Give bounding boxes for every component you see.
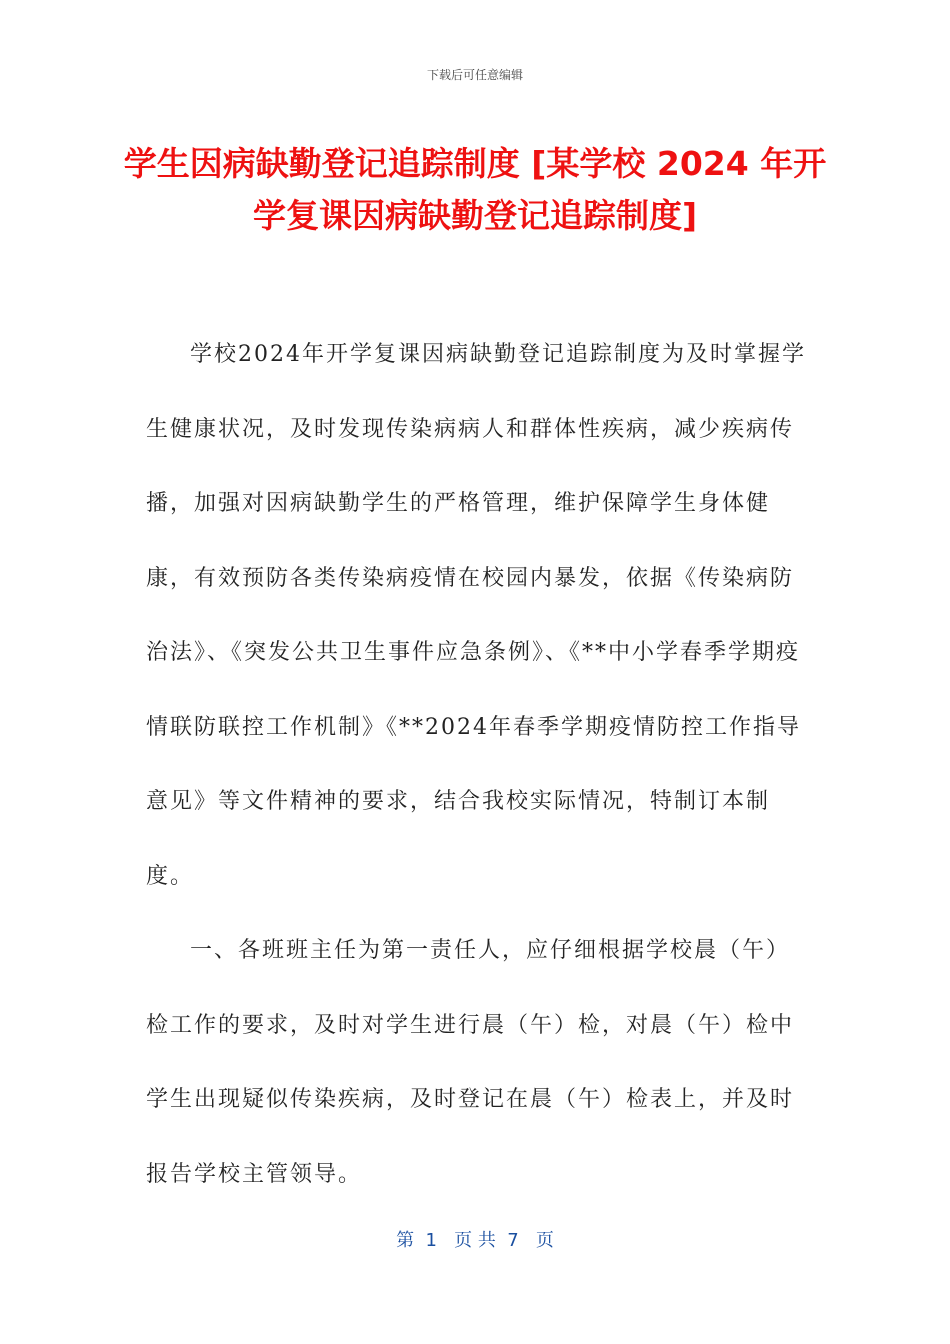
document-title: 学生因病缺勤登记追踪制度 [某学校 2024 年开学复课因病缺勤登记追踪制度]: [123, 144, 827, 235]
paragraph-intro: 学校2024年开学复课因病缺勤登记追踪制度为及时掌握学生健康状况，及时发现传染病病人和群体性疾病，减少疾病传播，加强对因病缺勤学生的严格管理，维护保障学生身体健康，有效预防各类传染病疫情在校园内暴发，依据《传染病防治法》、《突发公共卫生事件应急条例》、《**中小学春季学期疫情联防联控工作机制》《**2024年春季学期疫情防控工作指导意见》等文件精神的要求，结合我校实际情况，特制订本制度。: [146, 342, 806, 889]
paragraph-item-1: 一、各班班主任为第一责任人，应仔细根据学校晨（午）检工作的要求，及时对学生进行晨（午）检，对晨（午）检中学生出现疑似传染疾病，及时登记在晨（午）检表上，并及时报告学校主管领导。: [146, 938, 795, 1187]
document-body: [146, 318, 806, 1212]
header-note: 下载后可任意编辑: [426, 68, 523, 82]
page-number-footer: 第 1 页 共 7 页: [396, 1230, 554, 1251]
